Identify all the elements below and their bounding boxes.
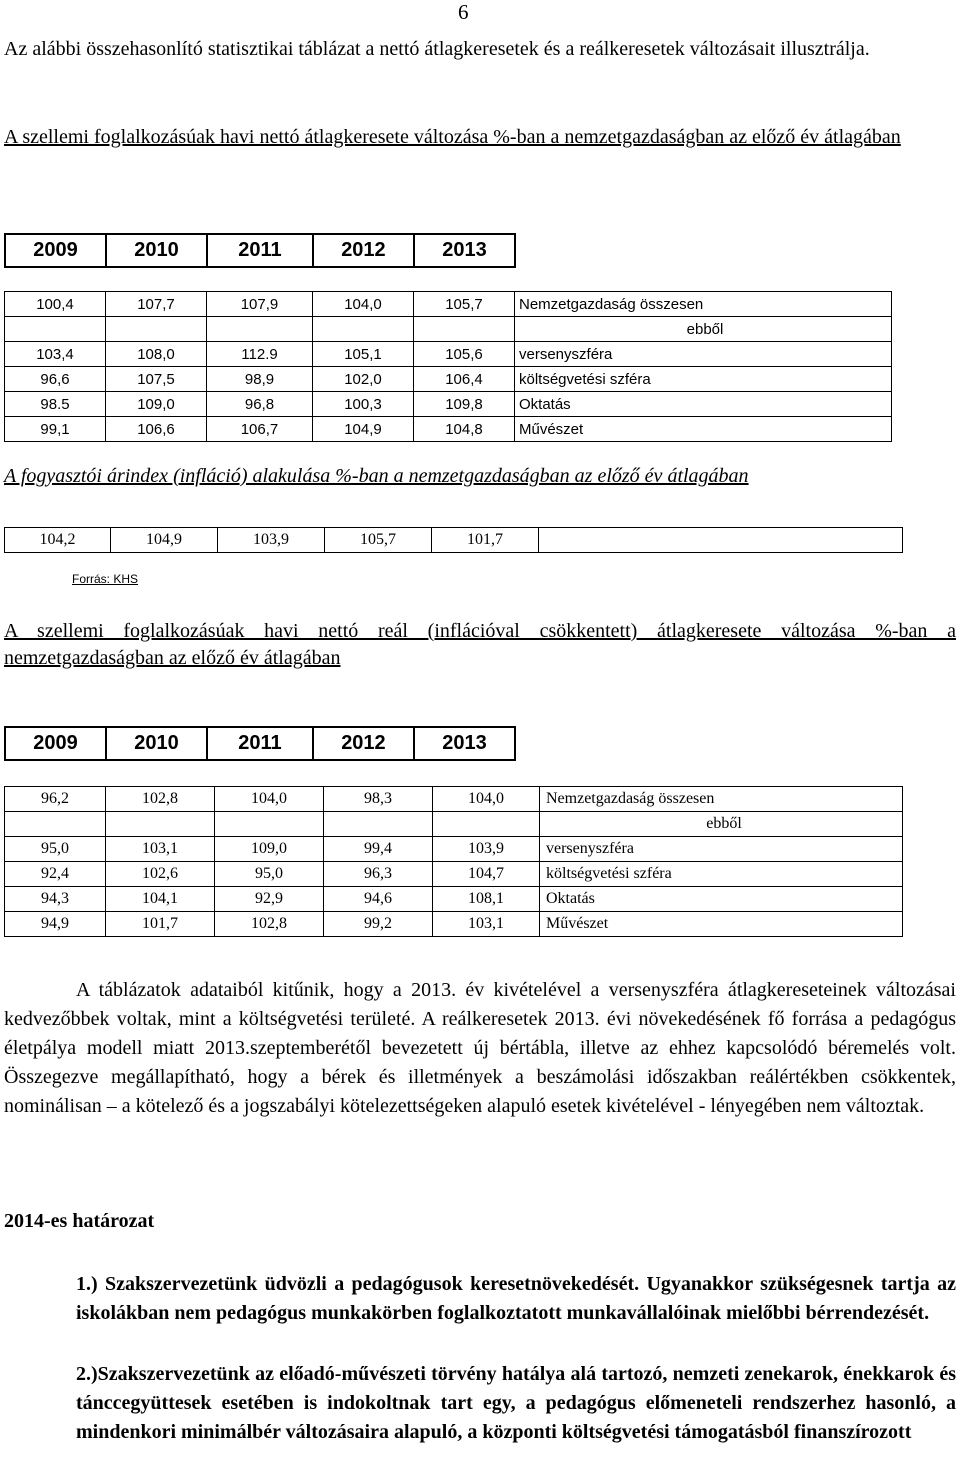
inflation-title: A fogyasztói árindex (infláció) alakulása %-ban a nemzetgazdaságban az előző év átlagában [4, 465, 749, 487]
table-cell: 100,4 [5, 292, 106, 317]
table-row [5, 292, 892, 317]
year-cell: 2011 [207, 234, 313, 267]
inflation-table [4, 527, 903, 553]
table-cell: 107,5 [106, 367, 207, 392]
table-cell: 104,7 [433, 862, 540, 887]
table-cell: 99,2 [324, 912, 433, 937]
table-cell: 101,7 [432, 528, 539, 553]
table-row [5, 392, 892, 417]
row-label: ebből [515, 317, 892, 342]
table-cell: 104,2 [5, 528, 111, 553]
row-label: Nemzetgazdaság összesen [540, 787, 903, 812]
table-cell: 102,8 [106, 787, 215, 812]
table-cell: 103,9 [433, 837, 540, 862]
table-cell: 104,9 [313, 417, 414, 442]
table-cell: 101,7 [106, 912, 215, 937]
table-cell: 96,2 [5, 787, 106, 812]
table-cell: 92,4 [5, 862, 106, 887]
table-cell [324, 812, 433, 837]
table-cell [215, 812, 324, 837]
table-cell: 94,6 [324, 887, 433, 912]
page-number: 6 [458, 0, 469, 24]
row-label: Művészet [540, 912, 903, 937]
table-cell: 105,6 [414, 342, 515, 367]
table-cell: 100,3 [313, 392, 414, 417]
year-cell: 2011 [207, 727, 313, 760]
row-label: költségvetési szféra [540, 862, 903, 887]
table-row [5, 912, 903, 937]
table-cell: 102,8 [215, 912, 324, 937]
table-cell: 95,0 [5, 837, 106, 862]
table-cell: 98,9 [207, 367, 313, 392]
row-label: Nemzetgazdaság összesen [515, 292, 892, 317]
table-row [5, 528, 903, 553]
table-cell: 104,1 [106, 887, 215, 912]
table-row [5, 342, 892, 367]
table-cell [106, 812, 215, 837]
table-cell: 105,1 [313, 342, 414, 367]
empty-cell [539, 528, 903, 553]
row-label: versenyszféra [540, 837, 903, 862]
table1-title: A szellemi foglalkozásúak havi nettó átlagkeresete változása %-ban a nemzetgazdaságban az előző év átlagában [4, 126, 901, 148]
table-cell: 106,6 [106, 417, 207, 442]
salary-table [4, 291, 892, 442]
row-label: költségvetési szféra [515, 367, 892, 392]
table-cell: 105,7 [414, 292, 515, 317]
row-label: Művészet [515, 417, 892, 442]
year-cell: 2009 [5, 727, 106, 760]
table-cell: 104,0 [215, 787, 324, 812]
table-cell: 94,9 [5, 912, 106, 937]
table-cell: 92,9 [215, 887, 324, 912]
year-cell: 2010 [106, 727, 207, 760]
table-cell: 109,0 [215, 837, 324, 862]
table-cell [106, 317, 207, 342]
intro-paragraph: Az alábbi összehasonlító statisztikai táblázat a nettó átlagkeresetek és a reálkeresetek változásait illusztrálja. [4, 38, 870, 60]
table-cell: 96,3 [324, 862, 433, 887]
table-cell: 105,7 [325, 528, 432, 553]
table-cell [414, 317, 515, 342]
table-cell: 96,6 [5, 367, 106, 392]
table-cell: 108,1 [433, 887, 540, 912]
year-cell: 2013 [414, 234, 515, 267]
resolution-item-2: 2.)Szakszervezetünk az előadó-művészeti törvény hatálya alá tartozó, nemzeti zenekarok, énekkarok és tánccegyüttesek esetében is indokoltnak tart egy, a pedagógus előmeneteli rendszerhez hasonló, a mindenkori minimálbér változásaira alapuló, a központi költségvetési támogatásból finanszírozott [76, 1363, 956, 1443]
resolution-item-1: 1.) Szakszervezetünk üdvözli a pedagógusok keresetnövekedését. Ugyanakkor szükségesnek tartja az iskolákban nem pedagógus munkakörben foglalkoztatott munkavállalóinak mielőbbi bérrendezését. [76, 1273, 956, 1324]
section-heading: 2014-es határozat [4, 1210, 155, 1232]
table-cell [5, 812, 106, 837]
table-cell: 94,3 [5, 887, 106, 912]
table-cell: 99,1 [5, 417, 106, 442]
table-row [5, 837, 903, 862]
table-cell: 106,7 [207, 417, 313, 442]
table-row [5, 862, 903, 887]
table-cell: 104,8 [414, 417, 515, 442]
table-cell: 103,1 [433, 912, 540, 937]
table2-title: A szellemi foglalkozásúak havi nettó reál (inflációval csökkentett) átlagkeresete változása %-ban a nemzetgazdaságban az előző év átlagában [4, 620, 956, 669]
row-label: Oktatás [515, 392, 892, 417]
table-cell: 104,0 [433, 787, 540, 812]
source-note: Forrás: KHS [72, 572, 139, 586]
table-cell: 108,0 [106, 342, 207, 367]
row-label: versenyszféra [515, 342, 892, 367]
table-cell: 98.5 [5, 392, 106, 417]
table-cell [313, 317, 414, 342]
table-cell [5, 317, 106, 342]
table-cell: 109,8 [414, 392, 515, 417]
table-cell [207, 317, 313, 342]
table-row [5, 787, 903, 812]
table-cell: 103,4 [5, 342, 106, 367]
table-cell: 103,1 [106, 837, 215, 862]
table-row [5, 887, 903, 912]
table-cell: 98,3 [324, 787, 433, 812]
row-label: Oktatás [540, 887, 903, 912]
table-cell: 96,8 [207, 392, 313, 417]
table-cell: 95,0 [215, 862, 324, 887]
table-cell: 107,7 [106, 292, 207, 317]
year-cell: 2013 [414, 727, 515, 760]
table-cell: 104,0 [313, 292, 414, 317]
row-label: ebből [540, 812, 903, 837]
years-header-2 [4, 726, 516, 761]
year-cell: 2009 [5, 234, 106, 267]
conclusion-paragraph: A táblázatok adataiból kitűnik, hogy a 2013. év kivételével a versenyszféra átlagkereseteinek változásai kedvezőbbek voltak, mint a költségvetési területé. A reálkeresetek 2013. évi növekedésének fő forrása a pedagógus életpálya modell miatt 2013.szeptemberétől bevezetett új bértábla, illetve az ehhez kapcsolódó béremelés volt. Összegezve megállapítható, hogy a bérek és illetmények a beszámolási időszakban reálértékben csökkentek, nominálisan – a kötelező és a jogszabályi kötelezettségeken alapuló esetek kivételével - lényegében nem változtak. [4, 979, 956, 1117]
table-cell: 106,4 [414, 367, 515, 392]
real-salary-table [4, 786, 903, 937]
year-cell: 2012 [313, 234, 414, 267]
table-cell: 109,0 [106, 392, 207, 417]
table-row [5, 417, 892, 442]
years-header-1 [4, 233, 516, 268]
table-cell: 103,9 [218, 528, 325, 553]
table-cell: 102,0 [313, 367, 414, 392]
table-row [5, 317, 892, 342]
table-cell: 112.9 [207, 342, 313, 367]
table-row [5, 812, 903, 837]
year-cell: 2010 [106, 234, 207, 267]
table-cell: 102,6 [106, 862, 215, 887]
table-cell: 107,9 [207, 292, 313, 317]
table-cell [433, 812, 540, 837]
table-cell: 99,4 [324, 837, 433, 862]
table-cell: 104,9 [111, 528, 218, 553]
year-cell: 2012 [313, 727, 414, 760]
table-row [5, 367, 892, 392]
